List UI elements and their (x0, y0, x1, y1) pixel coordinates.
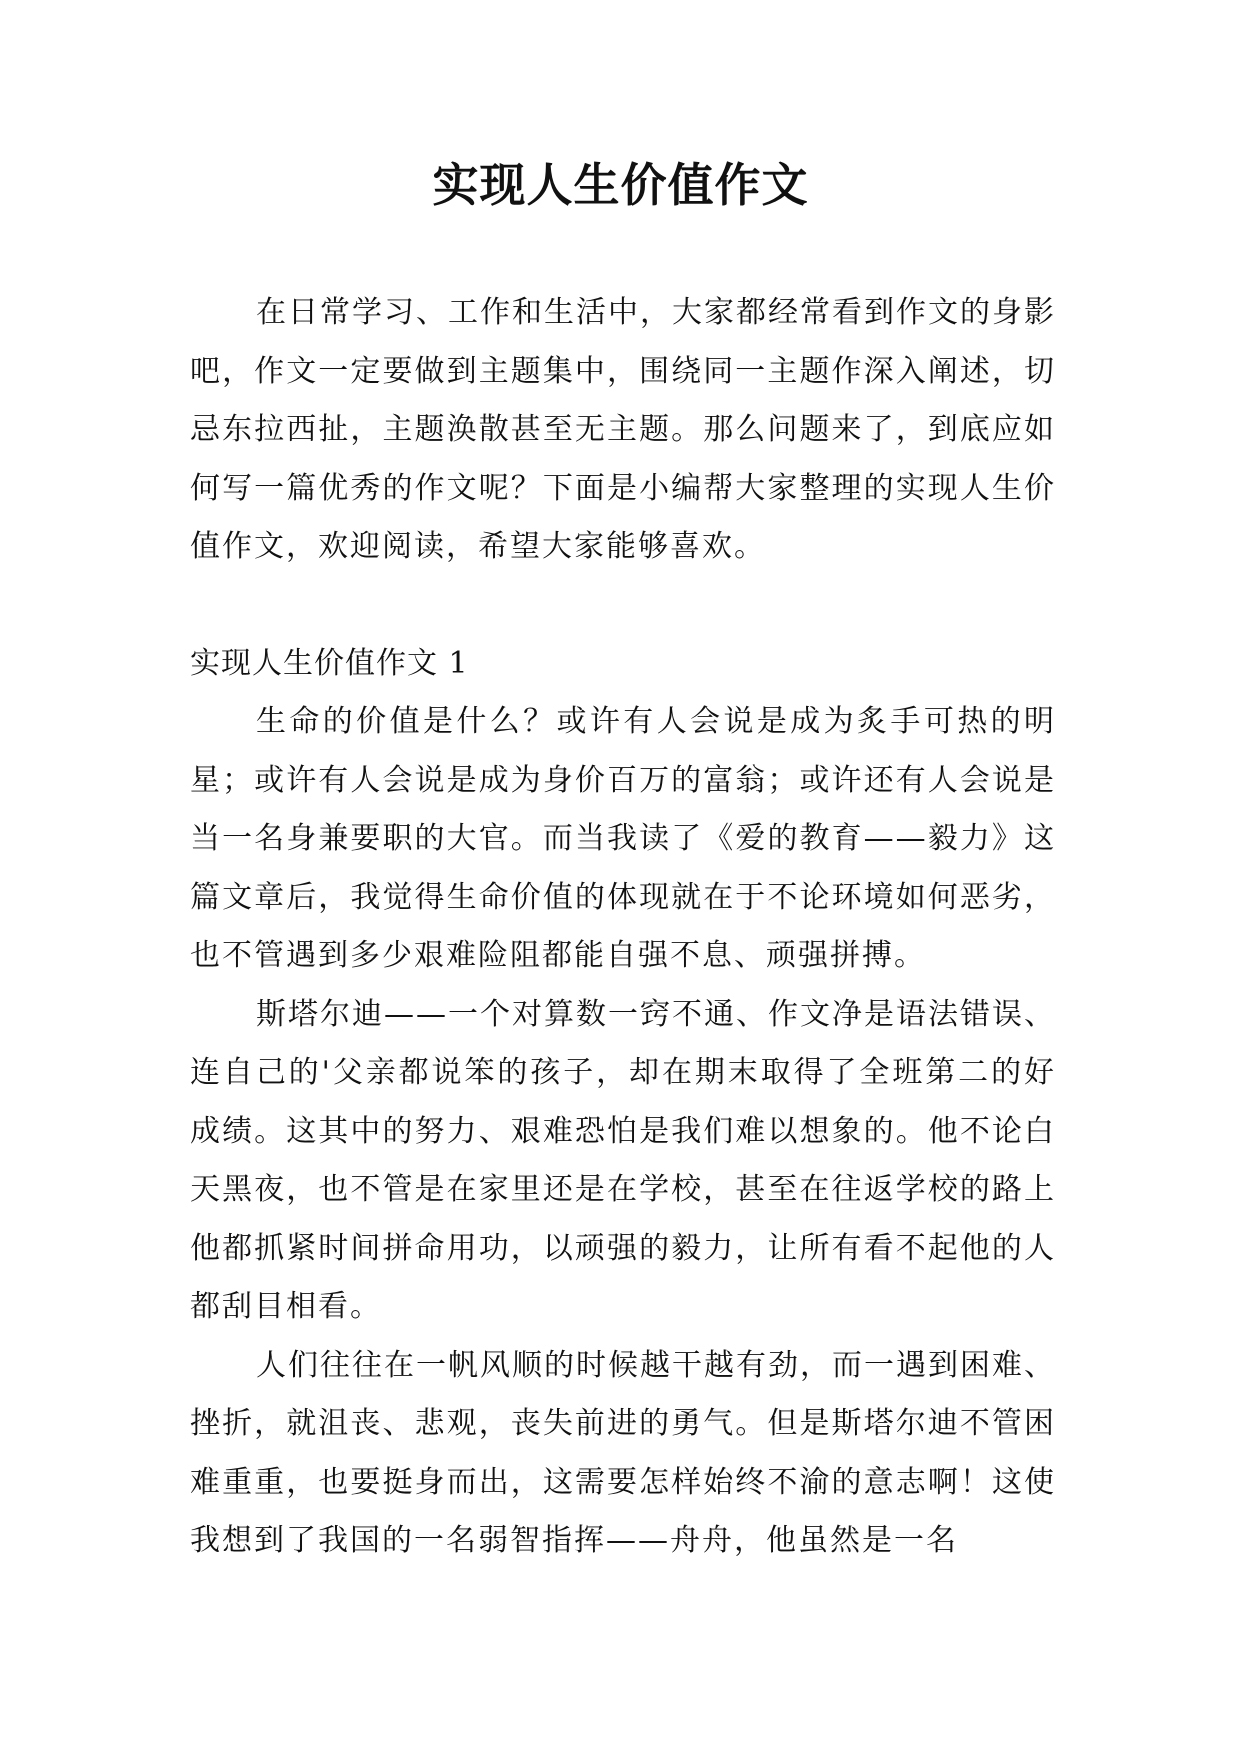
body-paragraph-2: 斯塔尔迪——一个对算数一窍不通、作文净是语法错误、连自己的'父亲都说笨的孩子，却在期末取得了全班第二的好成绩。这其中的努力、艰难恐怕是我们难以想象的。他不论白天黑夜，也不管是在家里还是在学校，甚至在往返学校的路上他都抓紧时间拼命用功，以顽强的毅力，让所有看不起他的人都刮目相看。 (190, 996, 1056, 1324)
body-paragraph-1: 生命的价值是什么？或许有人会说是成为炙手可热的明星；或许有人会说是成为身价百万的富翁；或许还有人会说是当一名身兼要职的大官。而当我读了《爱的教育——毅力》这篇文章后，我觉得生命价值的体现就在于不论环境如何恶劣，也不管遇到多少艰难险阻都能自强不息、顽强拼搏。 (190, 704, 1056, 973)
section-heading: 实现人生价值作文 1 (190, 645, 469, 681)
intro-paragraph: 在日常学习、工作和生活中，大家都经常看到作文的身影吧，作文一定要做到主题集中，围绕同一主题作深入阐述，切忌东拉西扯，主题涣散甚至无主题。那么问题来了，到底应如何写一篇优秀的作文呢？下面是小编帮大家整理的实现人生价值作文，欢迎阅读，希望大家能够喜欢。 (190, 295, 1056, 564)
document-title: 实现人生价值作文 (432, 158, 809, 212)
document-body (190, 284, 1056, 1571)
body-paragraph-3: 人们往往在一帆风顺的时候越干越有劲，而一遇到困难、挫折，就沮丧、悲观，丧失前进的勇气。但是斯塔尔迪不管困难重重，也要挺身而出，这需要怎样始终不渝的意志啊！这使我想到了我国的一名弱智指挥——舟舟，他虽然是一名 (190, 1347, 1056, 1558)
